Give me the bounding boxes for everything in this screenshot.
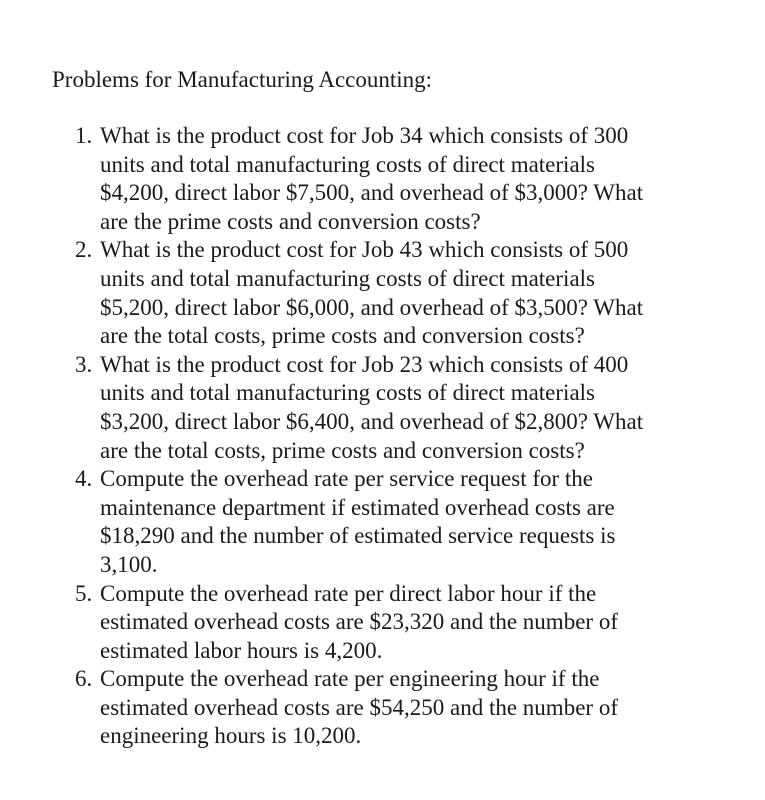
problem-text-line: maintenance department if estimated overhead costs are <box>100 494 615 520</box>
problem-number: 3. <box>75 351 93 377</box>
problem-text-line: 3,100. <box>100 551 158 577</box>
problem-text-line: What is the product cost for Job 34 which consists of 300 <box>100 123 629 148</box>
problem-text-line: What is the product cost for Job 23 which consists of 400 <box>100 351 629 377</box>
problem-text-line: units and total manufacturing costs of direct materials <box>100 380 595 406</box>
problem-text-line: units and total manufacturing costs of direct materials <box>100 151 595 177</box>
problem-text-line: Compute the overhead rate per engineering hour if the <box>100 666 600 692</box>
document-title: Problems for Manufacturing Accounting: <box>52 67 433 92</box>
problem-text-line: $18,290 and the number of estimated service requests is <box>100 523 616 549</box>
problem-item-2 <box>75 236 695 350</box>
problem-text-line: are the total costs, prime costs and conversion costs? <box>100 323 585 349</box>
problem-text-line: $4,200, direct labor $7,500, and overhead of $3,000? What <box>100 180 644 206</box>
problem-item-1 <box>75 122 695 236</box>
problem-text-line: Compute the overhead rate per direct labor hour if the <box>100 580 597 606</box>
problem-number: 1. <box>75 123 93 148</box>
problem-item-4 <box>75 465 695 579</box>
problem-list <box>75 122 695 751</box>
problem-text-line: estimated overhead costs are $23,320 and the number of <box>100 609 618 635</box>
problem-text-line: What is the product cost for Job 43 which consists of 500 <box>100 237 629 263</box>
problem-text-line: Compute the overhead rate per service request for the <box>100 466 594 492</box>
problem-number: 5. <box>75 580 93 606</box>
problem-text-line: $3,200, direct labor $6,400, and overhead of $2,800? What <box>100 408 644 434</box>
problem-number: 4. <box>75 466 93 492</box>
problem-item-3 <box>75 351 695 465</box>
problem-text-line: units and total manufacturing costs of direct materials <box>100 265 595 291</box>
problem-item-6 <box>75 665 695 751</box>
problem-text-line: engineering hours is 10,200. <box>100 723 362 749</box>
problem-text-line: are the prime costs and conversion costs? <box>100 208 481 234</box>
problem-text-line: estimated overhead costs are $54,250 and the number of <box>100 694 618 720</box>
problem-text-line: $5,200, direct labor $6,000, and overhead of $3,500? What <box>100 294 644 320</box>
problem-item-5 <box>75 580 695 666</box>
problem-text-line: estimated labor hours is 4,200. <box>100 637 383 663</box>
problem-number: 2. <box>75 237 93 263</box>
problem-text-line: are the total costs, prime costs and conversion costs? <box>100 437 585 463</box>
problem-number: 6. <box>75 666 93 692</box>
